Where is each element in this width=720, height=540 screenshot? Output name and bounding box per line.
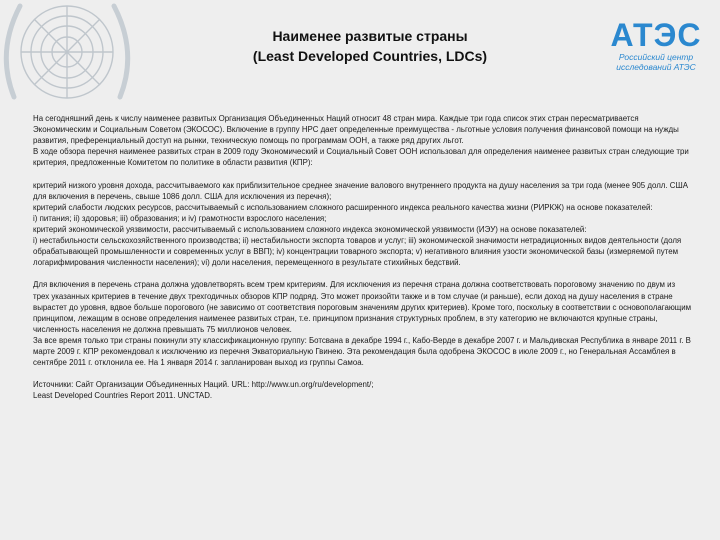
paragraph-review: В ходе обзора перечня наименее развитых стран в 2009 году Экономический и Социальный Совет ООН использовал для определения наименее развитых стран следующие три критерия, предложенные Комитетом по политике в области развития (КПР): — [33, 147, 689, 168]
sources-line-2: Least Developed Countries Report 2011. UNCTAD. — [33, 391, 213, 401]
logo-line-2: исследований АТЭС — [616, 62, 696, 72]
logo-mark: АТЭС — [610, 17, 702, 53]
slide-title — [150, 26, 590, 66]
apec-center-logo — [596, 18, 716, 72]
logo-line-1: Российский центр — [618, 52, 694, 62]
criterion-vulnerability: критерий экономической уязвимости, рассчитываемый с использованием сложного индекса экономической уязвимости (ИЭУ) на основе показателей: — [33, 224, 587, 234]
paragraph-graduated-countries: За все время только три страны покинули эту классификационную группу: Ботсвана в декабре 1994 г., Кабо-Верде в декабре 2007 г. и Мальдивская Республика в январе 2011 г. В марте 2009 г. КПР рекомендовал к исключению из перечня Экваториальную Гвинею. Эта рекомендация была одобрена ЭКОСОС в июле 2009 г., но Генеральная Ассамблея в сентябре 2011 г. отклонила ее. На 1 января 2014 г. запланирован выход из группы Самоа. — [33, 335, 691, 368]
sources-line-1: Источники: Сайт Организации Объединенных Наций. URL: http://www.un.org/ru/development/; — [33, 380, 374, 390]
paragraph-inclusion-rules: Для включения в перечень страна должна удовлетворять всем трем критериям. Для исключения из перечня страна должна соответствовать пороговому значению по двум из трех указанных критериев в течение двух трехгодичных обзоров КПР подряд. Это может произойти также и в том случае (и раньше), если доход на душу населения в стране вырастет до уровня, вдвое больше порогового (не зависимо от соответствия пороговым значениям других критериев). Кроме того, поскольку в соответствии с основополагающим принципом, лежащим в основе определения наименее развитых стран, т.е. принципом признания структурных проблем, в эту категорию не включаются крупные страны, численность населения не должна превышать 75 миллионов человек. — [33, 280, 692, 334]
criterion-human-resources: критерий слабости людских ресурсов, рассчитываемый с использованием сложного расширенного индекса реального качества жизни (РИРКЖ) на основе показателей: — [33, 202, 653, 212]
criterion-income: критерий низкого уровня дохода, рассчитываемого как приблизительное среднее значение валового внутреннего продукта на душу населения за три года (менее 905 долл. США для включения в перечень, свыше 1086 долл. США для исключения из перечня); — [33, 180, 688, 201]
criterion-human-resources-indicators: i) питания; ii) здоровья; iii) образования; и iv) грамотности взрослого населения; — [33, 213, 327, 223]
criterion-vulnerability-indicators: i) нестабильности сельскохозяйственного производства; ii) нестабильности экспорта товаров и услуг; iii) экономической значимости нетрадиционных видов деятельности (доля обрабатывающей промышленности и современных услуг в ВВП); iv) концентрации товарного экспорта; v) негативного влияния узости экономической базы (измеряемой путем логарифмирования численности населения); vi) доли населения, перемещенного в результате стихийных бедствий. — [33, 236, 682, 268]
title-english: (Least Developed Countries, LDCs) — [252, 48, 488, 64]
body-text — [33, 113, 693, 401]
title-russian: Наименее развитые страны — [272, 28, 468, 44]
paragraph-intro: На сегодняшний день к числу наименее развитых Организация Объединенных Наций относит 48 стран мира. Каждые три года список этих стран пересматривается Экономическим и Социальным Советом (ЭКОСОС). Включение в группу НРС дает определенные преимущества - льготные условия получения финансовой помощи на нужды развития, преференциальный доступ на рынки, техническую помощь по программам ООН, а также ряд других льгот. — [33, 114, 679, 146]
un-emblem-watermark — [0, 0, 142, 112]
